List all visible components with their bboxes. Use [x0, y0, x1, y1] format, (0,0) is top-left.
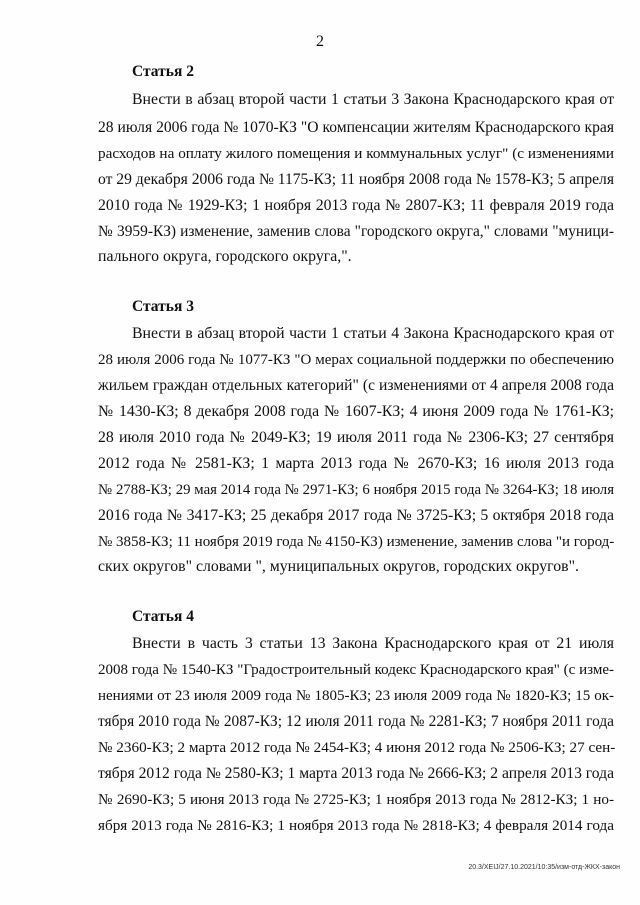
body-line: от 29 декабря 2006 года № 1175-КЗ; 11 ноября 2008 года № 1578-КЗ; 5 апреля [98, 171, 614, 188]
article-heading: Статья 4 [132, 608, 194, 625]
body-line: расходов на оплату жилого помещения и коммунальных услуг" (с изменениями [98, 145, 614, 162]
body-line: нениями от 23 июля 2009 года № 1805-КЗ; 23 июля 2009 года № 1820-КЗ; 15 ок- [98, 688, 614, 704]
article-heading: Статья 3 [132, 298, 194, 315]
page-number: 2 [316, 33, 324, 50]
body-line: 2016 года № 3417-КЗ; 25 декабря 2017 года № 3725-КЗ; 5 октября 2018 года [98, 507, 614, 524]
body-line: тября 2012 года № 2580-КЗ; 1 марта 2013 года № 2666-КЗ; 2 апреля 2013 года [98, 765, 614, 782]
document-footer-code: 20.3/XEIJ/27.10.2021/10:35/изм-отд-ЖКХ-закон [468, 864, 620, 871]
body-line: ских округов" словами ", муниципальных округов, городских округов". [98, 558, 579, 575]
body-line: 2010 года № 1929-КЗ; 1 ноября 2013 года № 2807-КЗ; 11 февраля 2019 года [98, 197, 614, 214]
body-line: № 3858-КЗ; 11 ноября 2019 года № 4150-КЗ) изменение, заменив слова "и город- [98, 534, 615, 550]
body-line: № 2360-КЗ; 2 марта 2012 года № 2454-КЗ; 4 июня 2012 года № 2506-КЗ; 27 сен- [98, 739, 616, 756]
body-line: 28 июля 2010 года № 2049-КЗ; 19 июля 2011 года № 2306-КЗ; 27 сентября [98, 429, 614, 446]
body-line: пального округа, городского округа,". [98, 248, 352, 265]
body-line: Внести в часть 3 статьи 13 Закона Краснодарского края от 21 июля [132, 635, 614, 652]
body-line: № 2690-КЗ; 5 июня 2013 года № 2725-КЗ; 1 ноября 2013 года № 2812-КЗ; 1 но- [98, 791, 614, 808]
body-line: 28 июля 2006 года № 1070-КЗ "О компенсации жителям Краснодарского края [98, 119, 614, 136]
body-line: 2012 года № 2581-КЗ; 1 марта 2013 года № 2670-КЗ; 16 июля 2013 года [98, 455, 614, 472]
body-line: Внести в абзац второй части 1 статьи 4 Закона Краснодарского края от [132, 325, 614, 342]
body-line: жильем граждан отдельных категорий" (с изменениями от 4 апреля 2008 года [98, 377, 614, 394]
body-line: № 1430-КЗ; 8 декабря 2008 года № 1607-КЗ; 4 июня 2009 года № 1761-КЗ; [98, 403, 614, 420]
body-line: 28 июля 2006 года № 1077-КЗ "О мерах социальной поддержки по обеспечению [98, 352, 614, 368]
body-line: 2008 года № 1540-КЗ "Градостроительный кодекс Краснодарского края" (с изме- [98, 662, 614, 678]
body-line: № 3959-КЗ) изменение, заменив слова "городского округа," словами "муници- [98, 223, 614, 240]
body-line: тября 2010 года № 2087-КЗ; 12 июля 2011 года № 2281-КЗ; 7 ноября 2011 года [98, 713, 614, 730]
body-line: Внести в абзац второй части 1 статьи 3 Закона Краснодарского края от [132, 91, 614, 108]
article-heading: Статья 2 [132, 63, 194, 80]
body-line: № 2788-КЗ; 29 мая 2014 года № 2971-КЗ; 6 ноября 2015 года № 3264-КЗ; 18 июля [98, 482, 614, 498]
body-line: ября 2013 года № 2816-КЗ; 1 ноября 2013 года № 2818-КЗ; 4 февраля 2014 года [98, 817, 614, 834]
